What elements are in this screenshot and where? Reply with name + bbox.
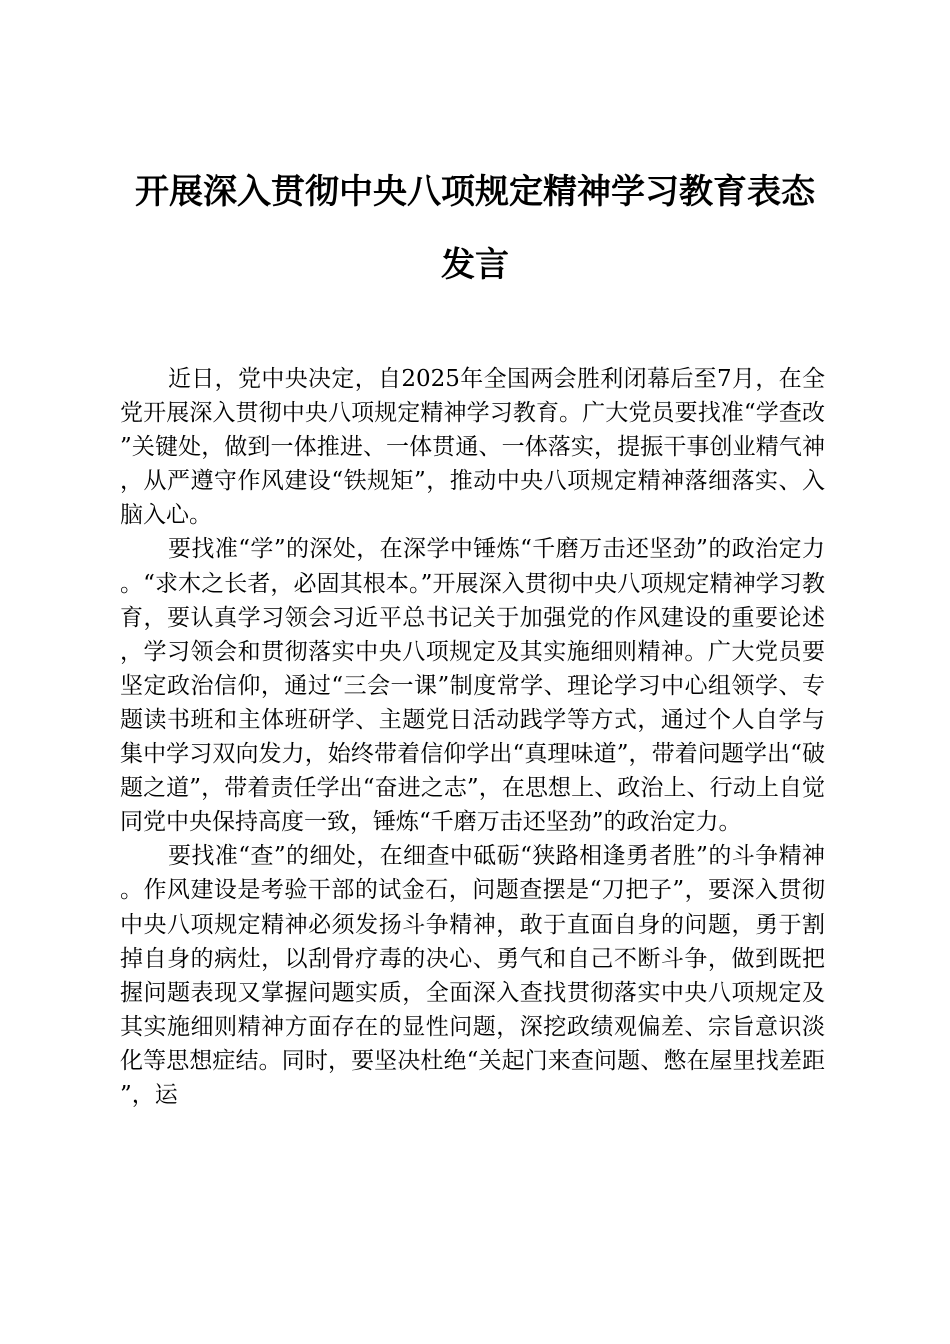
document-body — [120, 362, 825, 1112]
document-title-line-2: 发言 — [441, 245, 509, 285]
paragraph-3: 要找准“查”的细处，在细查中砥砺“狭路相逢勇者胜”的斗争精神。作风建设是考验干部的试金石，问题查摆是“刀把子”，要深入贯彻中央八项规定精神必须发扬斗争精神，敢于直面自身的问题，勇于割掉自身的病灶，以刮骨疗毒的决心、勇气和自己不断斗争，做到既把握问题表现又掌握问题实质，全面深入查找贯彻落实中央八项规定及其实施细则精神方面存在的显性问题，深挖政绩观偏差、宗旨意识淡化等思想症结。同时，要坚决杜绝“关起门来查问题、憋在屋里找差距”，运 — [120, 843, 825, 1108]
paragraph-1: 近日，党中央决定，自2025年全国两会胜利闭幕后至7月，在全党开展深入贯彻中央八项规定精神学习教育。广大党员要找准“学查改”关键处，做到一体推进、一体贯通、一体落实，提振干事创业精气神，从严遵守作风建设“铁规矩”，推动中央八项规定精神落细落实、入脑入心。 — [120, 366, 825, 529]
document-title-line-1: 开展深入贯彻中央八项规定精神学习教育表态 — [135, 172, 815, 212]
paragraph-2: 要找准“学”的深处，在深学中锤炼“千磨万击还坚劲”的政治定力。“求木之长者，必固其根本。”开展深入贯彻中央八项规定精神学习教育，要认真学习领会习近平总书记关于加强党的作风建设的重要论述，学习领会和贯彻落实中央八项规定及其实施细则精神。广大党员要坚定政治信仰，通过“三会一课”制度常学、理论学习中心组领学、专题读书班和主体班研学、主题党日活动践学等方式，通过个人自学与集中学习双向发力，始终带着信仰学出“真理味道”，带着问题学出“破题之道”，带着责任学出“奋进之志”，在思想上、政治上、行动上自觉同党中央保持高度一致，锤炼“千磨万击还坚劲”的政治定力。 — [120, 536, 825, 836]
